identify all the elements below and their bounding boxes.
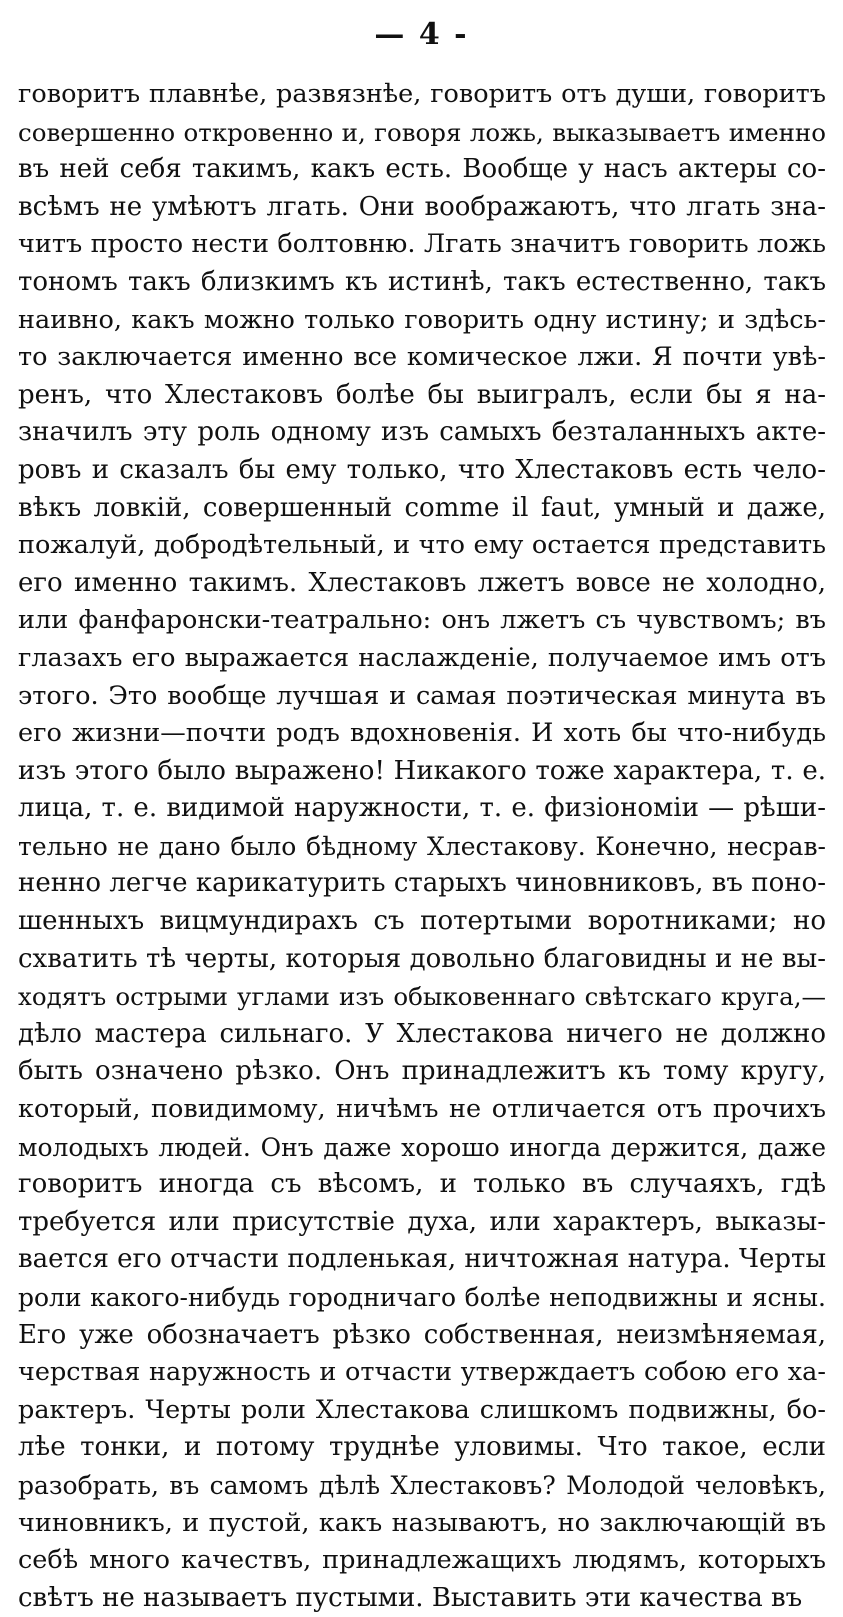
text-line: который, повидимому, ничѣмъ не отличается отъ прочихъ [18,1094,826,1125]
text-line: Его уже обозначаетъ рѣзко собственная, неизмѣняемая, [18,1319,826,1350]
text-line: его жизни—почти родъ вдохновенія. И хоть бы что-нибудь [18,718,826,749]
text-line: говоритъ иногда съ вѣсомъ, и только въ случаяхъ, гдѣ [18,1169,826,1200]
text-line: тономъ такъ близкимъ къ истинѣ, такъ естественно, такъ [18,266,826,297]
text-line: всѣмъ не умѣютъ лгать. Они воображаютъ, что лгать зна- [18,191,826,222]
text-line: лѣе тонки, и потому труднѣе уловимы. Что такое, если [18,1432,826,1463]
text-line: свѣтъ не называетъ пустыми. Выставить эти качества въ [18,1582,803,1613]
text-line: разобрать, въ самомъ дѣлѣ Хлестаковъ? Молодой человѣкъ, [18,1470,826,1500]
text-line: говоритъ плавнѣе, развязнѣе, говоритъ отъ души, говоритъ [18,79,826,109]
text-line: чиновникъ, и пустой, какъ называютъ, но заключающій въ [18,1507,826,1538]
text-line: шенныхъ вицмундирахъ съ потертыми воротниками; но [18,906,826,937]
text-line: требуется или присутствіе духа, или характеръ, выказы- [18,1206,826,1237]
text-line: ходятъ острыми углами изъ обыковеннаго свѣтскаго круга,— [18,982,826,1012]
body-text [18,76,826,1617]
text-line: значилъ эту роль одному изъ самыхъ безталанныхъ акте- [18,417,826,448]
text-line: быть означено рѣзко. Онъ принадлежитъ къ тому кругу, [18,1056,826,1087]
text-line: въ ней себя такимъ, какъ есть. Вообще у насъ актеры со- [18,154,826,185]
text-line: лица, т. е. видимой наружности, т. е. физіономіи — рѣши- [18,793,826,824]
text-line: глазахъ его выражается наслажденіе, получаемое имъ отъ [18,642,826,673]
text-line: вается его отчасти подленькая, ничтожная натура. Черты [18,1244,826,1275]
text-line: дѣло мастера сильнаго. У Хлестакова ничего не должно [18,1018,826,1049]
text-line: черствая наружность и отчасти утверждаетъ собою его ха- [18,1357,826,1388]
text-line: или фанфаронски-театрально: онъ лжетъ съ чувствомъ; въ [18,605,826,636]
text-line: вѣкъ ловкій, совершенный comme il faut, умный и даже, [18,492,826,523]
text-line: ровъ и сказалъ бы ему только, что Хлестаковъ есть чело- [18,454,826,485]
text-line: тельно не дано было бѣдному Хлестакову. Конечно, несрав- [18,831,826,861]
text-line: изъ этого было выражено! Никакого тоже характера, т. е. [18,755,826,786]
text-line: себѣ много качествъ, принадлежащихъ людямъ, которыхъ [18,1545,826,1576]
text-line: ненно легче карикатурить старыхъ чиновниковъ, въ поно- [18,868,826,899]
text-line: роли какого-нибудь городничаго болѣе неподвижны и ясны. [18,1283,826,1312]
text-line: наивно, какъ можно только говорить одну истину; и здѣсь- [18,304,826,335]
text-line: то заключается именно все комическое лжи. Я почти увѣ- [18,342,826,373]
text-line: ренъ, что Хлестаковъ болѣе бы выигралъ, если бы я на- [18,379,826,410]
text-line: рактеръ. Черты роли Хлестакова слишкомъ подвижны, бо- [18,1394,826,1425]
text-line: этого. Это вообще лучшая и самая поэтическая минута въ [18,680,826,711]
text-line: схватить тѣ черты, которыя довольно благовидны и не вы- [18,943,826,974]
text-line: молодыхъ людей. Онъ даже хорошо иногда держится, даже [18,1132,826,1162]
text-line: читъ просто нести болтовню. Лгать значитъ говорить ложь [18,229,826,260]
text-line: пожалуй, добродѣтельный, и что ему остается представить [18,530,826,561]
text-line: его именно такимъ. Хлестаковъ лжетъ вовсе не холодно, [18,567,826,598]
text-line: совершенно откровенно и, говоря ложь, выказываетъ именно [18,117,826,147]
page-number: — 4 - [374,17,469,52]
